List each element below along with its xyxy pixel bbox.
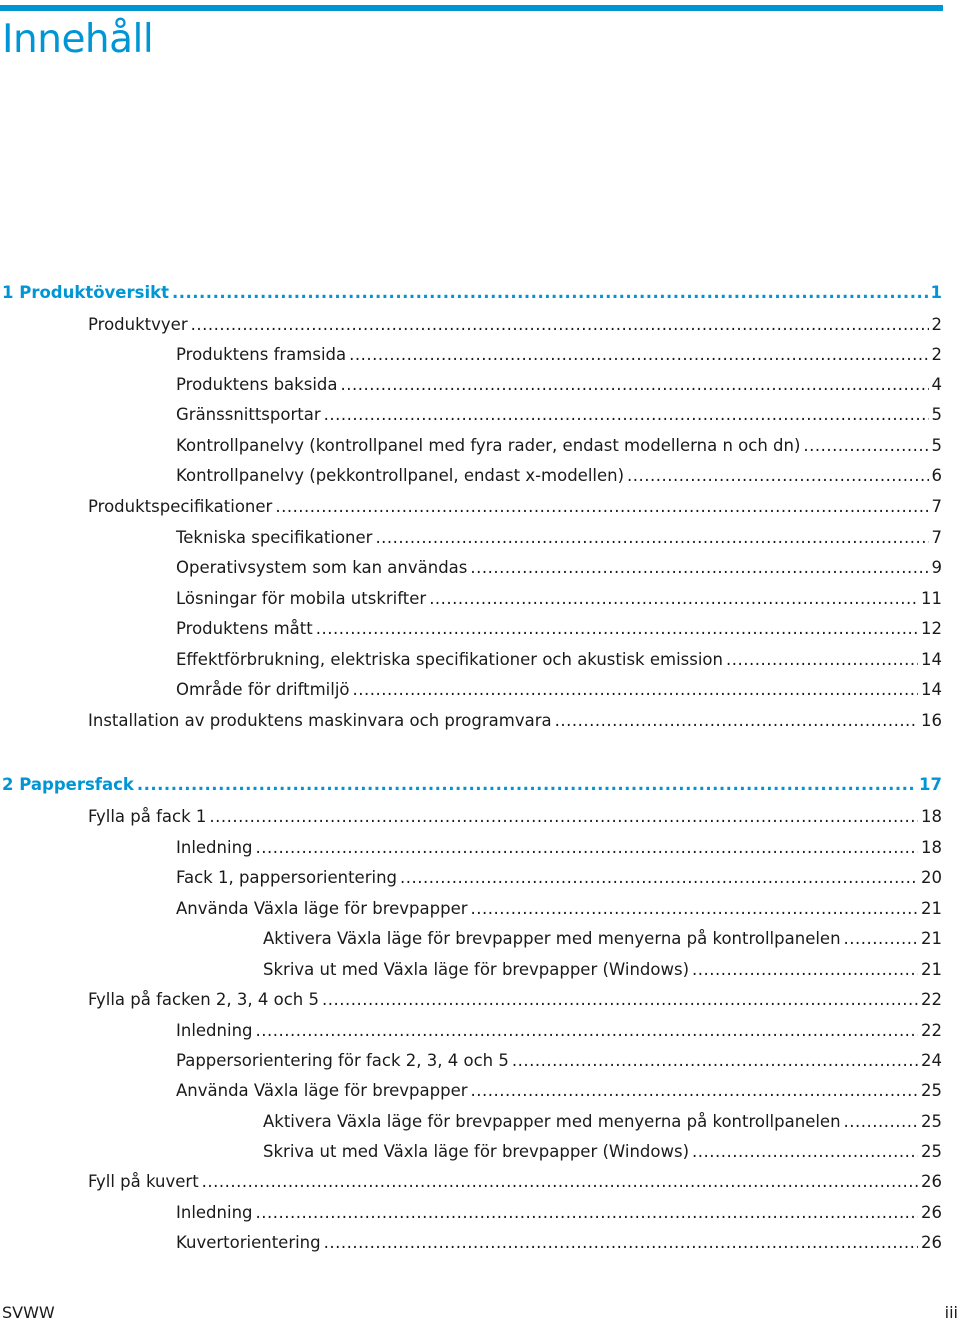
dot-leader [275,496,928,518]
footer-left: SVWW [2,1303,55,1322]
toc-entry[interactable] [176,679,942,701]
toc-entry-page-number: 21 [921,899,942,918]
toc-entry[interactable] [263,959,942,981]
toc-entry-label: Gränssnittsportar [176,405,321,424]
toc-entry-label: Fylla på fack 1 [88,807,207,826]
toc-entry[interactable] [88,314,942,336]
dot-leader [512,1050,918,1072]
toc-entry-page-number: 21 [921,960,942,979]
toc-entry-label: Installation av produktens maskinvara och programvara [88,711,552,730]
toc-entry-page-number: 25 [921,1142,942,1161]
toc-entry[interactable] [176,344,942,366]
dot-leader [692,1141,918,1163]
toc-entry-page-number: 26 [921,1233,942,1252]
toc-entry-page-number: 12 [921,619,942,638]
toc-entry-page-number: 20 [921,868,942,887]
dot-leader [202,1171,918,1193]
toc-entry[interactable] [88,710,942,732]
toc-entry-page-number: 26 [921,1172,942,1191]
toc-entry-label: 1 Produktöversikt [2,283,169,302]
toc-entry[interactable] [176,404,942,426]
toc-entry[interactable] [176,1080,942,1102]
dot-leader [256,1020,918,1042]
toc-entry-label: Aktivera Växla läge för brevpapper med menyerna på kontrollpanelen [263,1112,841,1131]
toc-entry-label: Fyll på kuvert [88,1172,199,1191]
toc-entry[interactable] [176,867,942,889]
dot-leader [349,344,928,366]
dot-leader [324,1232,918,1254]
dot-leader [400,867,918,889]
toc-entry-page-number: 22 [921,990,942,1009]
toc-entry-label: Produktvyer [88,315,188,334]
toc-entry-page-number: 14 [921,680,942,699]
toc-entry[interactable] [176,837,942,859]
toc-entry[interactable] [263,1141,942,1163]
toc-entry-label: Fylla på facken 2, 3, 4 och 5 [88,990,319,1009]
dot-leader [191,314,929,336]
toc-entry[interactable] [263,928,942,950]
dot-leader [726,649,918,671]
toc-entry-page-number: 18 [921,838,942,857]
toc-entry-page-number: 24 [921,1051,942,1070]
toc-chapter-entry[interactable] [2,774,942,796]
toc-entry[interactable] [88,806,942,828]
toc-entry-page-number: 21 [921,929,942,948]
toc-entry-label: Använda Växla läge för brevpapper [176,899,468,918]
toc-entry-page-number: 14 [921,650,942,669]
toc-entry[interactable] [176,1232,942,1254]
toc-entry-label: Lösningar för mobila utskrifter [176,589,427,608]
toc-entry-page-number: 17 [919,775,942,794]
toc-entry-label: Produktens framsida [176,345,347,364]
dot-leader [324,404,929,426]
footer-page-number: iii [944,1303,958,1322]
dot-leader [256,837,918,859]
toc-entry-page-number: 22 [921,1021,942,1040]
toc-entry-page-number: 5 [931,405,942,424]
dot-leader [322,989,918,1011]
toc-entry[interactable] [176,898,942,920]
toc-entry-page-number: 2 [931,315,942,334]
toc-entry-label: Kontrollpanelvy (pekkontrollpanel, endast x-modellen) [176,466,625,485]
toc-entry-page-number: 11 [921,589,942,608]
dot-leader [555,710,918,732]
toc-entry-label: Område för driftmiljö [176,680,350,699]
toc-entry-label: Produktens mått [176,619,313,638]
toc-entry[interactable] [176,1020,942,1042]
toc-entry[interactable] [176,435,942,457]
toc-entry-label: Inledning [176,1021,253,1040]
toc-entry[interactable] [263,1111,942,1133]
dot-leader [844,928,918,950]
dot-leader [172,282,928,304]
toc-entry-page-number: 7 [931,497,942,516]
toc-entry-label: Produktens baksida [176,375,338,394]
toc-entry-label: Fack 1, pappersorientering [176,868,398,887]
toc-entry-label: Inledning [176,1203,253,1222]
dot-leader [353,679,918,701]
dot-leader [471,1080,918,1102]
toc-entry-label: Aktivera Växla läge för brevpapper med menyerna på kontrollpanelen [263,929,841,948]
toc-entry-page-number: 25 [921,1112,942,1131]
dot-leader [627,465,928,487]
dot-leader [256,1202,918,1224]
dot-leader [692,959,918,981]
toc-entry[interactable] [176,618,942,640]
toc-entry-label: Skriva ut med Växla läge för brevpapper (Windows) [263,960,690,979]
toc-entry[interactable] [176,1050,942,1072]
toc-entry[interactable] [176,465,942,487]
toc-entry-page-number: 6 [931,466,942,485]
toc-entry[interactable] [88,989,942,1011]
toc-entry-label: Effektförbrukning, elektriska specifikationer och akustisk emission [176,650,723,669]
dot-leader [470,557,928,579]
dot-leader [429,588,918,610]
toc-entry-page-number: 4 [931,375,942,394]
dot-leader [803,435,928,457]
toc-entry-page-number: 2 [931,345,942,364]
toc-entry[interactable] [176,374,942,396]
dot-leader [209,806,918,828]
toc-entry-page-number: 7 [931,528,942,547]
toc-entry-label: Inledning [176,838,253,857]
toc-entry-page-number: 9 [931,558,942,577]
toc-entry-label: Pappersorientering för fack 2, 3, 4 och 5 [176,1051,509,1070]
toc-entry[interactable] [88,496,942,518]
dot-leader [137,774,916,796]
toc-entry-label: Operativsystem som kan användas [176,558,468,577]
toc-entry[interactable] [88,1171,942,1193]
toc-entry-label: Skriva ut med Växla läge för brevpapper (Windows) [263,1142,690,1161]
page-title: Innehåll [2,17,154,62]
toc-entry-page-number: 26 [921,1203,942,1222]
toc-entry[interactable] [176,527,942,549]
toc-entry-page-number: 5 [931,436,942,455]
toc-entry-page-number: 16 [921,711,942,730]
dot-leader [375,527,928,549]
toc-entry-page-number: 25 [921,1081,942,1100]
toc-entry-page-number: 18 [921,807,942,826]
toc-chapter-entry[interactable] [2,282,942,304]
dot-leader [471,898,918,920]
toc-entry[interactable] [176,649,942,671]
toc-entry[interactable] [176,557,942,579]
toc-entry-label: Produktspecifikationer [88,497,273,516]
toc-entry-page-number: 1 [930,283,942,302]
toc-entry-label: Tekniska specifikationer [176,528,373,547]
toc-entry[interactable] [176,588,942,610]
header-rule [0,5,943,11]
toc-entry-label: Kontrollpanelvy (kontrollpanel med fyra rader, endast modellerna n och dn) [176,436,801,455]
dot-leader [316,618,918,640]
dot-leader [341,374,929,396]
toc-entry-label: Kuvertorientering [176,1233,321,1252]
toc-entry[interactable] [176,1202,942,1224]
toc-entry-label: Använda Växla läge för brevpapper [176,1081,468,1100]
toc-entry-label: 2 Pappersfack [2,775,134,794]
dot-leader [844,1111,918,1133]
